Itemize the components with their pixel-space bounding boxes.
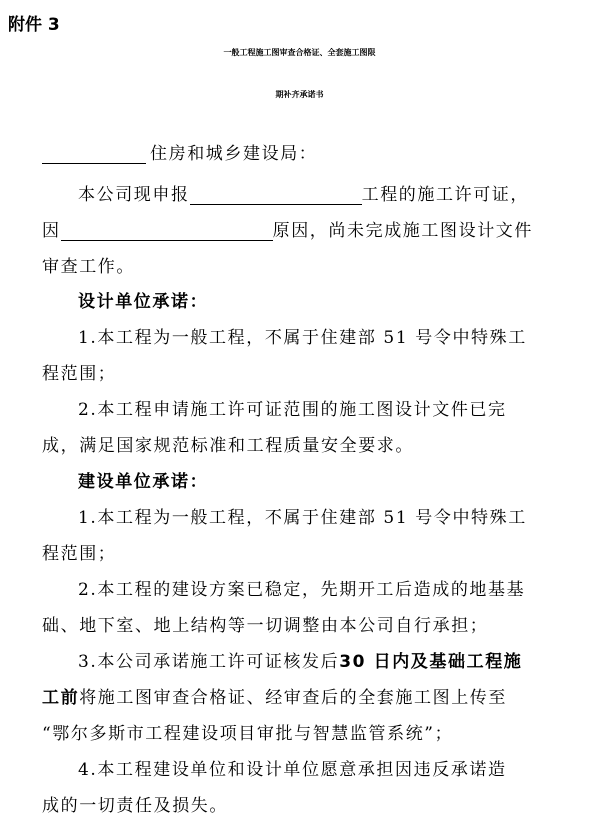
- intro-text-1a: 本公司现申报: [78, 185, 190, 205]
- project-name-blank: [190, 186, 362, 205]
- title-line-1: 一般工程施工图审查合格证、全套施工图限: [223, 48, 376, 57]
- addressee-line: [42, 144, 317, 164]
- intro-text-2b: 原因，尚未完成施工图设计文件: [272, 221, 534, 241]
- item-3-emphasis-b: 工前: [42, 688, 80, 708]
- construction-item-3-line-1: [78, 652, 522, 672]
- item-3-text-a: 3.本公司承诺施工许可证核发后: [78, 652, 340, 672]
- design-item-2-line-1: 2.本工程申请施工许可证范围的施工图设计文件已完: [78, 400, 507, 420]
- item-3-emphasis-a: 30 日内及基础工程施: [339, 652, 523, 672]
- reason-blank: [61, 222, 273, 241]
- title-line-2: 期补齐承诺书: [275, 90, 324, 99]
- construction-unit-heading: 建设单位承诺：: [78, 472, 209, 492]
- design-item-1-line-1: 1.本工程为一般工程，不属于住建部 51 号令中特殊工: [78, 328, 527, 348]
- construction-item-4-line-2: 成的一切责任及损失。: [42, 796, 228, 816]
- construction-item-2-line-2: 础、地下室、地上结构等一切调整由本公司自行承担；: [42, 616, 489, 636]
- intro-line-3: 审查工作。: [42, 257, 135, 277]
- design-item-1-line-2: 程范围；: [42, 364, 117, 384]
- addressee-text: 住房和城乡建设局：: [150, 144, 318, 164]
- construction-item-3-line-3: “鄂尔多斯市工程建设项目审批与智慧监管系统”；: [42, 724, 454, 744]
- design-item-2-line-2: 成，满足国家规范标准和工程质量安全要求。: [42, 436, 414, 456]
- item-3-text-b: 将施工图审查合格证、经审查后的全套施工图上传至: [79, 688, 508, 708]
- construction-item-1-line-1: 1.本工程为一般工程，不属于住建部 51 号令中特殊工: [78, 508, 527, 528]
- construction-item-4-line-1: 4.本工程建设单位和设计单位愿意承担因违反承诺造: [78, 760, 507, 780]
- addressee-blank: [42, 145, 146, 164]
- design-unit-heading: 设计单位承诺：: [78, 292, 209, 312]
- intro-line-2: [42, 221, 533, 241]
- construction-item-3-line-2: [42, 688, 507, 708]
- construction-item-2-line-1: 2.本工程的建设方案已稳定，先期开工后造成的地基基: [78, 580, 526, 600]
- attachment-label: 附件 3: [8, 15, 60, 35]
- intro-text-1b: 工程的施工许可证，: [361, 185, 530, 205]
- intro-text-2a: 因: [42, 221, 61, 241]
- intro-line-1: [78, 185, 529, 205]
- construction-item-1-line-2: 程范围；: [42, 544, 117, 564]
